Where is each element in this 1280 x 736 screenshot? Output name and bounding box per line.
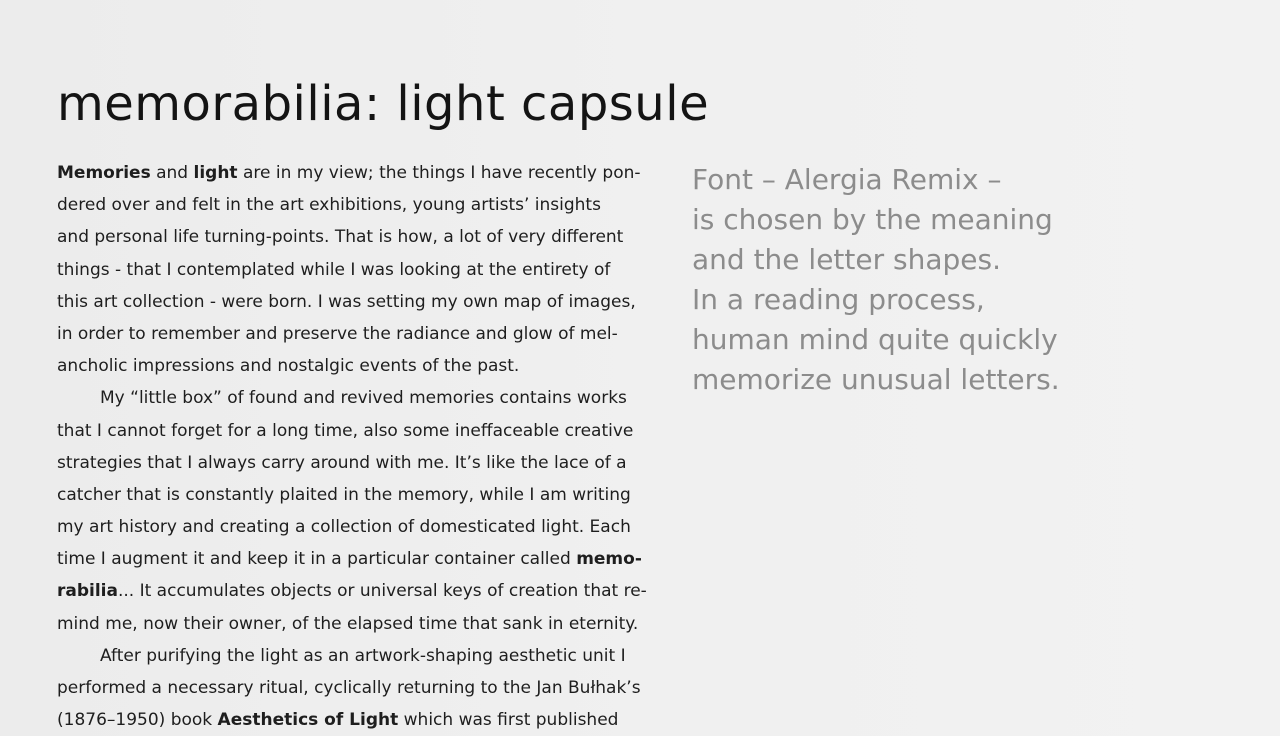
- text-run: ... It accumulates objects or universal keys of creation that re-: [117, 581, 647, 602]
- bold-term: rabilia: [57, 581, 118, 602]
- body-text: [57, 157, 647, 736]
- body-line: [57, 511, 647, 543]
- body-line: [57, 543, 647, 575]
- side-note-line: Font – Alergia Remix –: [692, 163, 1002, 196]
- text-run: performed a necessary ritual, cyclically returning to the Jan Bułhak’s: [57, 678, 641, 698]
- side-note-line: is chosen by the meaning: [692, 203, 1053, 236]
- body-line: [57, 157, 647, 189]
- side-note-line: memorize unusual letters.: [692, 363, 1060, 396]
- text-run: (1876–1950) book: [57, 710, 218, 731]
- body-line: [57, 318, 647, 350]
- text-run: mind me, now their owner, of the elapsed time that sank in eternity.: [57, 613, 639, 634]
- text-run: that I cannot forget for a long time, also some ineffaceable creative: [57, 420, 634, 441]
- side-note-line: human mind quite quickly: [692, 323, 1058, 356]
- body-line: [57, 640, 647, 672]
- text-run: and personal life turning-points. That is how, a lot of very different: [57, 227, 624, 248]
- body-line: [57, 254, 647, 286]
- body-line: [57, 479, 647, 511]
- text-run: in order to remember and preserve the radiance and glow of mel-: [57, 323, 618, 344]
- body-line: [57, 608, 647, 640]
- body-line: [57, 672, 647, 704]
- text-run: this art collection - were born. I was setting my own map of images,: [57, 291, 636, 312]
- body-line: [57, 221, 647, 253]
- text-run: things - that I contemplated while I was looking at the entirety of: [57, 259, 611, 280]
- body-line: [57, 704, 647, 736]
- text-run: are in my view; the things I have recently pon-: [237, 163, 641, 183]
- side-note-line: In a reading process,: [692, 283, 985, 316]
- text-run: strategies that I always carry around with me. It’s like the lace of a: [57, 452, 627, 473]
- body-line: [57, 350, 647, 382]
- text-run: catcher that is constantly plaited in the memory, while I am writing: [57, 484, 631, 505]
- text-run: and: [150, 163, 194, 183]
- text-run: ancholic impressions and nostalgic events of the past.: [57, 356, 520, 377]
- body-line: [57, 447, 647, 479]
- text-run: my art history and creating a collection of domesticated light. Each: [57, 517, 631, 538]
- body-line: [57, 382, 647, 414]
- side-note-line: and the letter shapes.: [692, 243, 1002, 276]
- side-note: [692, 160, 1122, 400]
- body-line: [57, 189, 647, 221]
- body-line: [57, 575, 647, 607]
- page-title: memorabilia: light capsule: [57, 76, 710, 132]
- text-run: which was first published: [398, 710, 619, 731]
- bold-term: light: [193, 163, 238, 183]
- body-line: [57, 415, 647, 447]
- bold-term: Aesthetics of Light: [217, 710, 399, 731]
- text-run: My “little box” of found and revived memories contains works: [100, 388, 627, 409]
- body-line: [57, 286, 647, 318]
- bold-term: Memories: [57, 163, 151, 183]
- text-run: time I augment it and keep it in a particular container called: [57, 549, 577, 570]
- text-run: After purifying the light as an artwork-shaping aesthetic unit I: [100, 645, 626, 666]
- text-run: dered over and felt in the art exhibitions, young artists’ insights: [57, 195, 601, 216]
- bold-term: memo-: [576, 549, 642, 570]
